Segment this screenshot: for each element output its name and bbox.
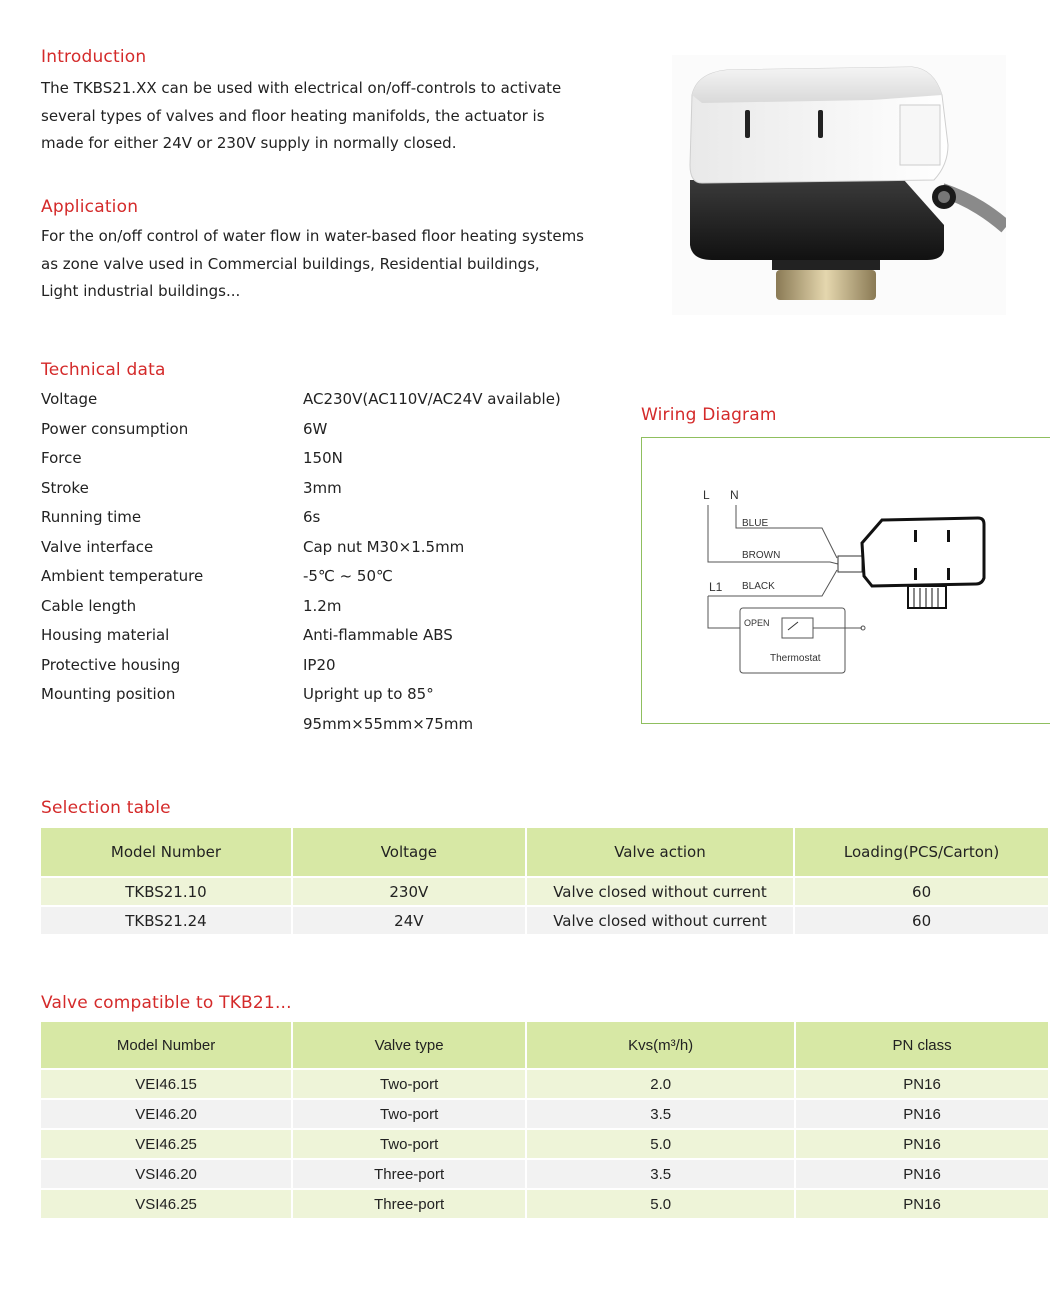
thermostat-label: Thermostat xyxy=(770,653,821,664)
intro-line: The TKBS21.XX can be used with electrical on/off-controls to activate xyxy=(41,79,562,97)
cell-pn: PN16 xyxy=(795,1099,1049,1129)
label-l1: L1 xyxy=(709,580,723,594)
tech-value: -5℃ ~ 50℃ xyxy=(303,567,393,585)
cell-model: TKBS21.10 xyxy=(41,877,292,906)
open-label: OPEN xyxy=(744,618,770,628)
table-header-row xyxy=(41,1022,1049,1069)
cell-pn: PN16 xyxy=(795,1189,1049,1219)
table-row xyxy=(41,1099,1049,1129)
cell-action: Valve closed without current xyxy=(526,877,794,906)
header-valve-type: Valve type xyxy=(292,1022,526,1069)
selection-title: Selection table xyxy=(41,798,171,818)
application-line: as zone valve used in Commercial buildings, Residential buildings, xyxy=(41,254,540,273)
tech-label: Force xyxy=(41,449,82,467)
cell-voltage: 230V xyxy=(292,877,526,906)
tech-label: Cable length xyxy=(41,596,137,615)
tech-label: Power consumption xyxy=(41,419,189,438)
label-n: N xyxy=(730,488,739,502)
tech-dimensions: 95mm×55mm×75mm xyxy=(303,714,474,733)
tech-value: Upright up to 85° xyxy=(303,685,434,703)
table-row xyxy=(41,906,1049,935)
wire-brown-label: BROWN xyxy=(742,550,781,561)
table-row xyxy=(41,1189,1049,1219)
cell-type: Two-port xyxy=(292,1129,526,1159)
tech-label: Stroke xyxy=(41,478,89,497)
wire-black-label: BLACK xyxy=(742,581,775,592)
intro-line: made for either 24V or 230V supply in normally closed. xyxy=(41,134,457,152)
cell-model: VSI46.25 xyxy=(41,1189,292,1219)
header-loading: Loading(PCS/Carton) xyxy=(794,828,1049,877)
tech-value: AC230V(AC110V/AC24V available) xyxy=(303,390,561,408)
cell-loading: 60 xyxy=(794,906,1049,935)
header-kvs: Kvs(m³/h) xyxy=(526,1022,795,1069)
application-text xyxy=(41,223,584,306)
cell-type: Two-port xyxy=(292,1099,526,1129)
application-title: Application xyxy=(41,197,139,217)
cell-type: Three-port xyxy=(292,1159,526,1189)
tech-label: Voltage xyxy=(41,390,98,408)
tech-label: Mounting position xyxy=(41,685,176,703)
table-row xyxy=(41,1129,1049,1159)
cell-pn: PN16 xyxy=(795,1129,1049,1159)
cell-voltage: 24V xyxy=(292,906,526,935)
cell-model: VEI46.25 xyxy=(41,1129,292,1159)
tech-label: Ambient temperature xyxy=(41,567,204,585)
tech-value: 6s xyxy=(303,508,321,526)
tech-label: Housing material xyxy=(41,626,170,644)
cell-action: Valve closed without current xyxy=(526,906,794,935)
header-model-number: Model Number xyxy=(41,828,292,877)
tech-value: Anti-flammable ABS xyxy=(303,626,453,644)
tech-value: 6W xyxy=(303,419,328,438)
cell-model: TKBS21.24 xyxy=(41,906,292,935)
actuator-photo xyxy=(672,55,1006,315)
tech-value: IP20 xyxy=(303,655,336,674)
header-valve-action: Valve action xyxy=(526,828,794,877)
tech-value: 1.2m xyxy=(303,596,342,615)
intro-text xyxy=(41,75,561,158)
cell-kvs: 2.0 xyxy=(526,1069,795,1099)
tech-value: 3mm xyxy=(303,478,342,497)
cell-pn: PN16 xyxy=(795,1069,1049,1099)
tech-label: Protective housing xyxy=(41,655,181,674)
table-row xyxy=(41,1069,1049,1099)
cell-model: VSI46.20 xyxy=(41,1159,292,1189)
cell-kvs: 3.5 xyxy=(526,1099,795,1129)
cell-model: VEI46.15 xyxy=(41,1069,292,1099)
label-l: L xyxy=(703,488,710,502)
header-pn-class: PN class xyxy=(795,1022,1049,1069)
compatible-title: Valve compatible to TKB21... xyxy=(41,993,292,1013)
wire-blue-label: BLUE xyxy=(742,518,769,529)
cell-pn: PN16 xyxy=(795,1159,1049,1189)
table-row xyxy=(41,877,1049,906)
cell-type: Two-port xyxy=(292,1069,526,1099)
wiring-title: Wiring Diagram xyxy=(641,405,777,425)
header-voltage: Voltage xyxy=(292,828,526,877)
application-line: Light industrial buildings... xyxy=(41,282,241,300)
tech-label: Valve interface xyxy=(41,537,154,556)
application-line: For the on/off control of water flow in water-based floor heating systems xyxy=(41,227,584,245)
tech-value: Cap nut M30×1.5mm xyxy=(303,537,465,556)
tech-label: Running time xyxy=(41,508,142,526)
cell-type: Three-port xyxy=(292,1189,526,1219)
cell-loading: 60 xyxy=(794,877,1049,906)
cell-kvs: 3.5 xyxy=(526,1159,795,1189)
tech-value: 150N xyxy=(303,449,343,467)
compatible-table xyxy=(41,1022,1050,1220)
header-model-number: Model Number xyxy=(41,1022,292,1069)
actuator-illustration xyxy=(672,55,1006,315)
wiring-diagram xyxy=(641,437,1050,724)
intro-title: Introduction xyxy=(41,47,147,67)
table-header-row xyxy=(41,828,1049,877)
technical-title: Technical data xyxy=(41,360,166,380)
cell-kvs: 5.0 xyxy=(526,1129,795,1159)
cell-kvs: 5.0 xyxy=(526,1189,795,1219)
cell-model: VEI46.20 xyxy=(41,1099,292,1129)
table-row xyxy=(41,1159,1049,1189)
selection-table xyxy=(41,828,1050,936)
wiring-schematic xyxy=(642,438,1050,723)
intro-line: several types of valves and floor heating manifolds, the actuator is xyxy=(41,106,545,125)
